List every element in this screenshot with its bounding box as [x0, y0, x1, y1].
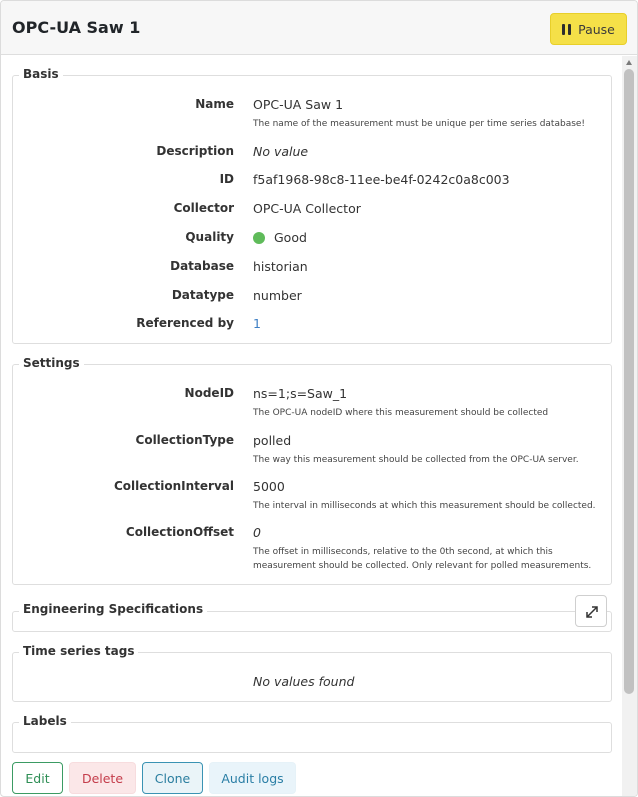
vertical-scrollbar[interactable] [622, 56, 637, 797]
expand-icon [576, 596, 608, 628]
labels-section [12, 714, 612, 753]
settings-section [12, 356, 612, 585]
settings-legend: Settings [19, 356, 84, 370]
edit-button[interactable]: Edit [12, 762, 63, 794]
id-value: f5af1968-98c8-11ee-be4f-0242c0a8c003 [253, 172, 510, 187]
datatype-value: number [253, 288, 302, 303]
engineering-legend: Engineering Specifications [19, 602, 207, 616]
database-value: historian [253, 259, 308, 274]
engineering-section [12, 602, 612, 632]
collector-value: OPC-UA Collector [253, 201, 361, 216]
collection-interval-value: 5000 [253, 479, 285, 494]
collection-type-value: polled [253, 433, 292, 448]
collection-offset-value: 0 [253, 525, 261, 540]
collection-interval-hint: The interval in milliseconds at which this measurement should be collected. [253, 501, 596, 511]
pause-icon [562, 24, 571, 35]
nodeid-value: ns=1;s=Saw_1 [253, 386, 348, 401]
name-hint: The name of the measurement must be unique per time series database! [253, 119, 586, 129]
quality-value: Good [274, 230, 307, 245]
database-label: Database [170, 259, 234, 273]
basis-legend: Basis [19, 67, 63, 81]
tags-empty-text: No values found [253, 674, 355, 689]
description-label: Description [156, 144, 234, 158]
pause-button[interactable] [550, 13, 627, 45]
nodeid-hint: The OPC-UA nodeID where this measurement should be collected [253, 408, 549, 418]
card-header [1, 1, 637, 55]
collection-offset-hint: The offset in milliseconds, relative to the 0th second, at which this measurement should be collected. Only relevant for polled measurements. [253, 547, 592, 571]
time-series-tags-legend: Time series tags [19, 644, 138, 658]
collector-label: Collector [173, 201, 234, 215]
scrollbar-thumb[interactable] [624, 69, 634, 694]
referenced-by-label: Referenced by [136, 316, 234, 330]
name-value: OPC-UA Saw 1 [253, 97, 344, 112]
delete-button[interactable]: Delete [69, 762, 136, 794]
labels-legend: Labels [19, 714, 71, 728]
collection-interval-label: CollectionInterval [114, 479, 234, 493]
scroll-up-arrow-icon[interactable] [626, 60, 632, 65]
datatype-label: Datatype [171, 288, 234, 302]
quality-value-container [253, 230, 307, 245]
quality-label: Quality [185, 230, 234, 244]
basis-section [12, 67, 612, 344]
pause-button-label: Pause [578, 21, 615, 37]
id-label: ID [219, 172, 234, 186]
card-body[interactable] [1, 56, 622, 797]
status-dot-icon [253, 232, 265, 244]
expand-button[interactable] [575, 595, 607, 627]
nodeid-label: NodeID [184, 386, 234, 400]
description-value: No value [253, 144, 309, 159]
page-title: OPC-UA Saw 1 [12, 18, 141, 37]
collection-offset-label: CollectionOffset [125, 525, 234, 539]
time-series-tags-section [12, 644, 612, 702]
collection-type-label: CollectionType [135, 433, 234, 447]
referenced-by-link[interactable]: 1 [253, 316, 261, 331]
name-label: Name [195, 97, 234, 111]
collection-type-hint: The way this measurement should be collected from the OPC-UA server. [253, 455, 579, 465]
audit-logs-button[interactable]: Audit logs [209, 762, 296, 794]
clone-button[interactable]: Clone [142, 762, 203, 794]
